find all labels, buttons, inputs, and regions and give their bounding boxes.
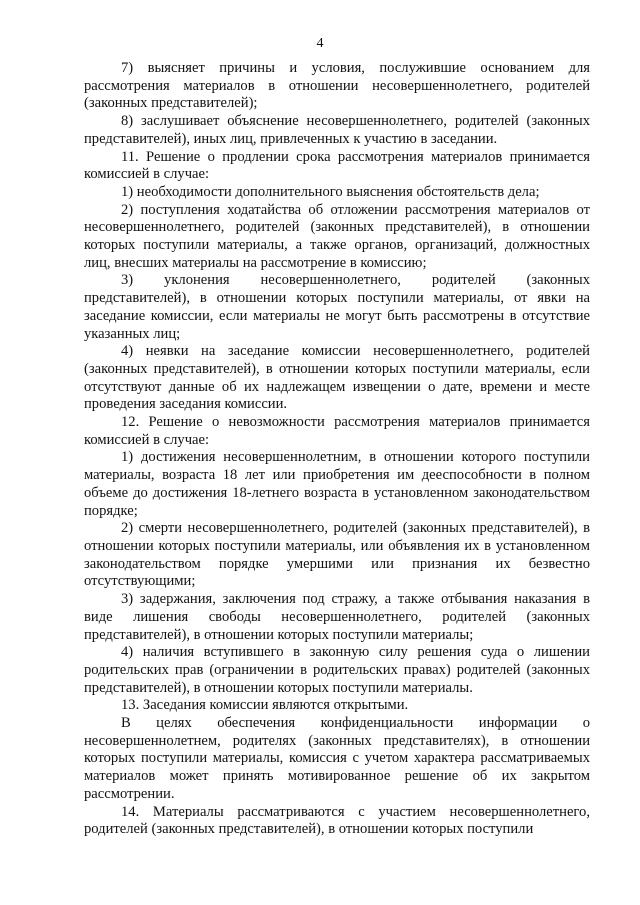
paragraph: 8) заслушивает объяснение несовершеннолетнего, родителей (законных представителей), иных лиц, привлеченных к участию в заседании. (84, 113, 590, 147)
paragraph: 2) поступления ходатайства об отложении рассмотрения материалов от несовершеннолетнего, родителей (законных представителей), в отношении которых поступили материалы, а также органов, организаций, должностных лиц, внесших материалы на рассмотрение в комиссию; (84, 201, 590, 271)
paragraph: В целях обеспечения конфиденциальности информации о несовершеннолетнем, родителях (законных представителях), в отношении которых поступили материалы, комиссия с учетом характера рассматриваемых материалов может принять мотивированное решение об их закрытом рассмотрении. (84, 715, 590, 802)
paragraph: 3) задержания, заключения под стражу, а также отбывания наказания в виде лишения свободы несовершеннолетнего, родителей (законных представителей), в отношении которых поступили материалы; (84, 591, 590, 643)
paragraph: 4) неявки на заседание комиссии несовершеннолетнего, родителей (законных представителей), в отношении которых поступили материалы, если отсутствуют данные об их надлежащем извещении о дате, времени и месте проведения заседания комиссии. (84, 343, 590, 413)
paragraph: 1) достижения несовершеннолетним, в отношении которого поступили материалы, возраста 18 лет или приобретения им дееспособности в полном объеме до достижения 18-летнего возраста в установленном законодательством порядке; (84, 449, 590, 519)
document-body (84, 60, 590, 839)
paragraph: 12. Решение о невозможности рассмотрения материалов принимается комиссией в случае: (84, 414, 590, 448)
paragraph: 13. Заседания комиссии являются открытыми. (121, 697, 409, 714)
paragraph: 11. Решение о продлении срока рассмотрения материалов принимается комиссией в случае: (84, 148, 590, 183)
paragraph: 14. Материалы рассматриваются с участием несовершеннолетнего, родителей (законных представителей), в отношении которых поступили (84, 803, 590, 838)
paragraph: 7) выясняет причины и условия, послужившие основанием для рассмотрения материалов в отношении несовершеннолетнего, родителей (законных представителей); (84, 60, 590, 112)
paragraph: 1) необходимости дополнительного выяснения обстоятельств дела; (121, 183, 540, 200)
paragraph: 2) смерти несовершеннолетнего, родителей (законных представителей), в отношении которых поступили материалы, или объявления их в установленном законодательством порядке умершими или признания их безвестно отсутствующими; (84, 520, 590, 590)
page-number: 4 (316, 36, 324, 51)
paragraph: 3) уклонения несовершеннолетнего, родителей (законных представителей), в отношении которых поступили материалы, от явки на заседание комиссии, если материалы не могут быть рассмотрены в отсутствие указанных лиц; (84, 272, 590, 342)
paragraph: 4) наличия вступившего в законную силу решения суда о лишении родительских прав (ограничении в родительских правах) родителей (законных представителей), в отношении которых поступили материалы. (84, 644, 590, 696)
